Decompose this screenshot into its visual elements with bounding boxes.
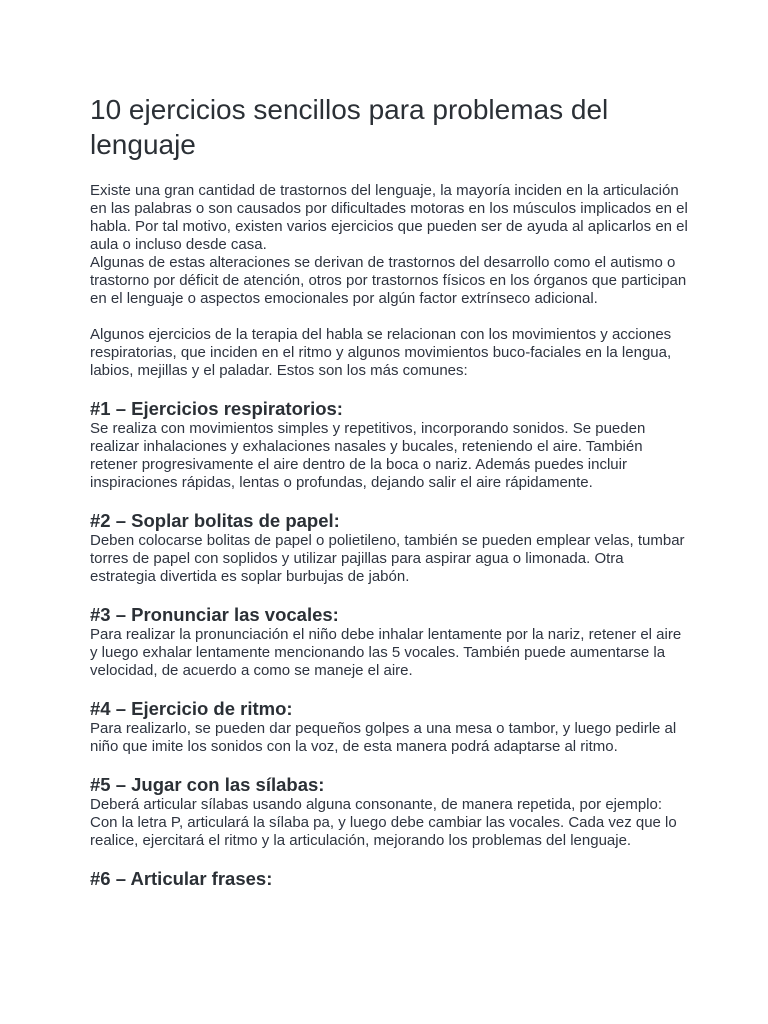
section-body-2: Deben colocarse bolitas de papel o polietileno, también se pueden emplear velas, tumbar torres de papel con soplidos y utilizar pajillas para aspirar agua o limonada. Otra estrategia divertida es soplar burbujas de jabón. xyxy=(90,532,685,585)
section-heading-5: #5 – Jugar con las sílabas: xyxy=(90,774,325,795)
section-4 xyxy=(90,698,690,756)
section-heading-4: #4 – Ejercicio de ritmo: xyxy=(90,698,293,719)
document-page xyxy=(90,92,690,908)
section-3 xyxy=(90,604,690,680)
intro-paragraph-2: Algunas de estas alteraciones se derivan de trastornos del desarrollo como el autismo o trastorno por déficit de atención, otros por trastornos físicos en los órganos que participan en el lenguaje o aspectos emocionales por algún factor extrínseco adicional. xyxy=(90,254,687,307)
section-heading-6: #6 – Articular frases: xyxy=(90,868,273,889)
intro-block-2 xyxy=(90,326,690,380)
section-body-3: Para realizar la pronunciación el niño debe inhalar lentamente por la nariz, retener el aire y luego exhalar lentamente mencionando las 5 vocales. También puede aumentarse la velocidad, de acuerdo a como se maneje el aire. xyxy=(90,626,682,679)
page-title: 10 ejercicios sencillos para problemas del lenguaje xyxy=(90,94,609,160)
section-heading-2: #2 – Soplar bolitas de papel: xyxy=(90,510,340,531)
section-heading-1: #1 – Ejercicios respiratorios: xyxy=(90,398,343,419)
intro-paragraph-3: Algunos ejercicios de la terapia del habla se relacionan con los movimientos y acciones respiratorias, que inciden en el ritmo y algunos movimientos buco-faciales en la lengua, labios, mejillas y el paladar. Estos son los más comunes: xyxy=(90,326,672,379)
section-body-1: Se realiza con movimientos simples y repetitivos, incorporando sonidos. Se pueden realizar inhalaciones y exhalaciones nasales y bucales, reteniendo el aire. También retener progresivamente el aire dentro de la boca o nariz. Además puedes incluir inspiraciones rápidas, lentas o profundas, dejando salir el aire rápidamente. xyxy=(90,420,646,491)
section-6 xyxy=(90,868,690,890)
intro-block xyxy=(90,182,690,308)
section-5 xyxy=(90,774,690,850)
section-body-5: Deberá articular sílabas usando alguna consonante, de manera repetida, por ejemplo: Con la letra P, articulará la sílaba pa, y luego debe cambiar las vocales. Cada vez que lo realice, ejercitará el ritmo y la articulación, mejorando los problemas del lenguaje. xyxy=(90,796,677,849)
intro-paragraph-1: Existe una gran cantidad de trastornos del lenguaje, la mayoría inciden en la articulación en las palabras o son causados por dificultades motoras en los músculos implicados en el habla. Por tal motivo, existen varios ejercicios que pueden ser de ayuda al aplicarlos en el aula o incluso desde casa. xyxy=(90,182,688,253)
section-heading-3: #3 – Pronunciar las vocales: xyxy=(90,604,339,625)
section-body-4: Para realizarlo, se pueden dar pequeños golpes a una mesa o tambor, y luego pedirle al niño que imite los sonidos con la voz, de esta manera podrá adaptarse al ritmo. xyxy=(90,720,677,755)
section-2 xyxy=(90,510,690,586)
section-1 xyxy=(90,398,690,492)
